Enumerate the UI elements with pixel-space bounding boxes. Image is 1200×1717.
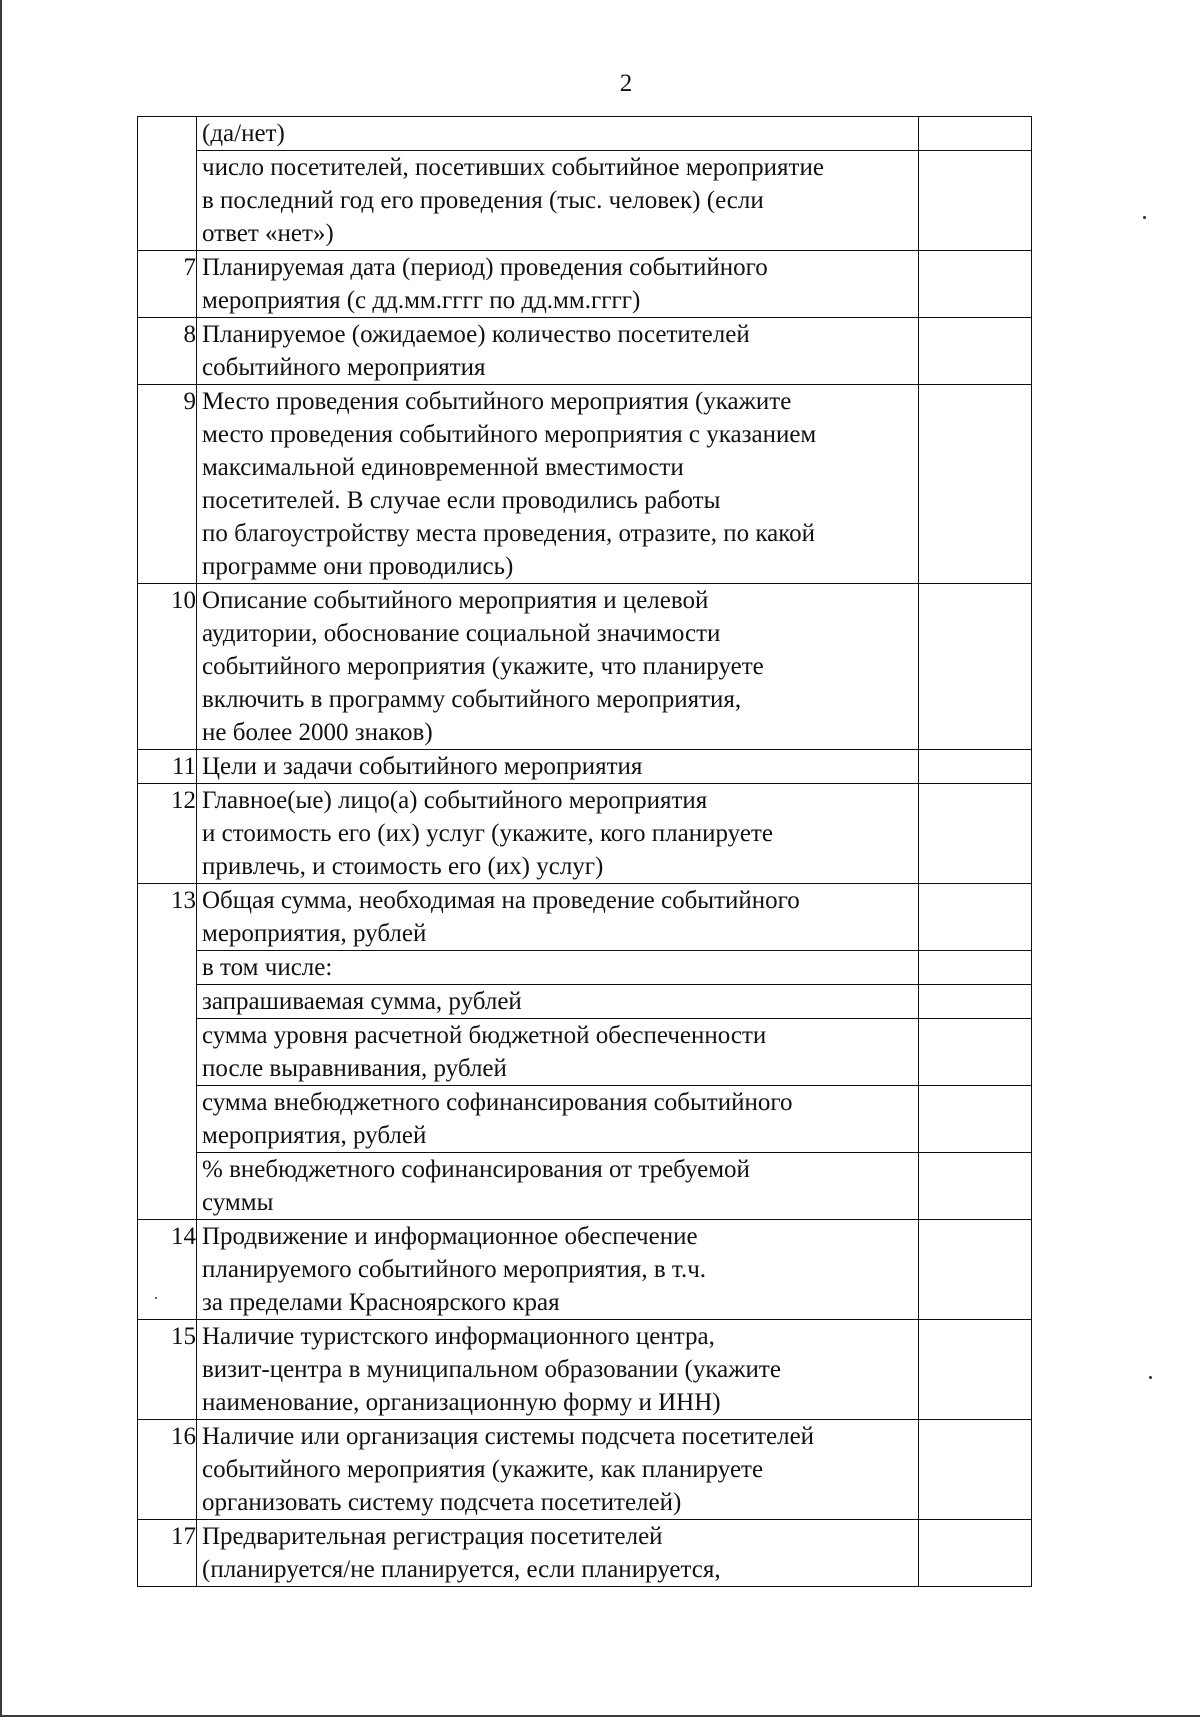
description-line: планируемого событийного мероприятия, в т.ч.: [202, 1256, 707, 1283]
description-line: в последний год его проведения (тыс. человек) (если: [202, 187, 764, 214]
description-line: наименование, организационную форму и ИНН): [202, 1389, 721, 1416]
description-line: по благоустройству места проведения, отразите, по какой: [202, 520, 816, 547]
table-row: [138, 151, 1032, 251]
table-row: [138, 784, 1032, 884]
row-description-cell: [197, 1153, 919, 1220]
table-row: [138, 117, 1032, 151]
description-line: Общая сумма, необходимая на проведение событийного: [202, 887, 800, 914]
row-description-cell: [197, 1320, 919, 1420]
row-answer-cell[interactable]: [919, 117, 1032, 151]
row-description-cell: [197, 251, 919, 318]
description-line: включить в программу событийного мероприятия,: [202, 686, 742, 713]
row-answer-cell[interactable]: [919, 951, 1032, 985]
row-description-cell: [197, 750, 919, 784]
row-number-cell: [138, 117, 197, 251]
row-number-cell: 10: [138, 584, 197, 750]
description-line: суммы: [202, 1189, 274, 1216]
description-line: программе они проводились): [202, 553, 514, 580]
description-line: в том числе:: [202, 954, 333, 981]
description-line: Место проведения событийного мероприятия (укажите: [202, 388, 792, 415]
table-row: [138, 584, 1032, 750]
row-description-cell: [197, 951, 919, 985]
row-answer-cell[interactable]: [919, 385, 1032, 584]
description-line: Наличие или организация системы подсчета посетителей: [202, 1423, 815, 1450]
row-description-cell: [197, 117, 919, 151]
description-line: Предварительная регистрация посетителей: [202, 1523, 663, 1550]
row-number-cell: 12: [138, 784, 197, 884]
table-body: [138, 117, 1032, 1587]
table-row: [138, 951, 1032, 985]
row-answer-cell[interactable]: [919, 1220, 1032, 1320]
description-line: (да/нет): [202, 120, 285, 147]
description-line: Продвижение и информационное обеспечение: [202, 1223, 698, 1250]
row-answer-cell[interactable]: [919, 584, 1032, 750]
row-answer-cell[interactable]: [919, 1153, 1032, 1220]
row-description-cell: [197, 385, 919, 584]
row-description-cell: [197, 151, 919, 251]
row-answer-cell[interactable]: [919, 1019, 1032, 1086]
row-answer-cell[interactable]: [919, 1520, 1032, 1587]
description-line: после выравнивания, рублей: [202, 1055, 507, 1082]
scan-speck: [1143, 216, 1146, 219]
page-number: 2: [619, 70, 633, 97]
scan-edge-left: [0, 0, 2, 1717]
table-row: [138, 985, 1032, 1019]
row-description-cell: [197, 784, 919, 884]
row-description-cell: [197, 1086, 919, 1153]
row-answer-cell[interactable]: [919, 1086, 1032, 1153]
row-number-cell: 11: [138, 750, 197, 784]
description-line: место проведения событийного мероприятия с указанием: [202, 421, 817, 448]
description-line: максимальной единовременной вместимости: [202, 454, 684, 481]
table-row: [138, 884, 1032, 951]
row-answer-cell[interactable]: [919, 1420, 1032, 1520]
row-number-cell: 16: [138, 1420, 197, 1520]
row-description-cell: [197, 1520, 919, 1587]
description-line: визит-центра в муниципальном образовании (укажите: [202, 1356, 781, 1383]
row-answer-cell[interactable]: [919, 318, 1032, 385]
description-line: (планируется/не планируется, если планируется,: [202, 1556, 721, 1583]
row-description-cell: [197, 1220, 919, 1320]
description-line: посетителей. В случае если проводились работы: [202, 487, 721, 514]
row-description-cell: [197, 318, 919, 385]
description-line: мероприятия, рублей: [202, 920, 427, 947]
table-row: [138, 318, 1032, 385]
table-row: [138, 1420, 1032, 1520]
row-number-cell: 14: [138, 1220, 197, 1320]
row-number-cell: 7: [138, 251, 197, 318]
description-line: ответ «нет»): [202, 220, 334, 247]
table-row: [138, 1520, 1032, 1587]
description-line: аудитории, обоснование социальной значимости: [202, 620, 721, 647]
description-line: Планируемая дата (период) проведения событийного: [202, 254, 768, 281]
description-line: запрашиваемая сумма, рублей: [202, 988, 522, 1015]
row-answer-cell[interactable]: [919, 1320, 1032, 1420]
description-line: событийного мероприятия: [202, 354, 486, 381]
row-answer-cell[interactable]: [919, 884, 1032, 951]
description-line: мероприятия, рублей: [202, 1122, 427, 1149]
table-row: [138, 1320, 1032, 1420]
description-line: сумма уровня расчетной бюджетной обеспеченности: [202, 1022, 767, 1049]
description-line: событийного мероприятия (укажите, как планируете: [202, 1456, 764, 1483]
description-line: сумма внебюджетного софинансирования событийного: [202, 1089, 793, 1116]
row-answer-cell[interactable]: [919, 784, 1032, 884]
row-description-cell: [197, 1420, 919, 1520]
row-description-cell: [197, 584, 919, 750]
row-answer-cell[interactable]: [919, 750, 1032, 784]
row-description-cell: [197, 1019, 919, 1086]
scan-speck: [1149, 1376, 1152, 1379]
row-number-cell: 13: [138, 884, 197, 1220]
description-line: за пределами Красноярского края: [202, 1289, 560, 1316]
description-line: мероприятия (с дд.мм.гггг по дд.мм.гггг): [202, 287, 641, 314]
row-answer-cell[interactable]: [919, 251, 1032, 318]
description-line: и стоимость его (их) услуг (укажите, кого планируете: [202, 820, 773, 847]
description-line: Описание событийного мероприятия и целевой: [202, 587, 709, 614]
table-row: [138, 1019, 1032, 1086]
description-line: привлечь, и стоимость его (их) услуг): [202, 853, 604, 880]
description-line: Главное(ые) лицо(а) событийного мероприятия: [202, 787, 708, 814]
table-row: [138, 385, 1032, 584]
description-line: Цели и задачи событийного мероприятия: [202, 753, 643, 780]
row-number-cell: 8: [138, 318, 197, 385]
description-line: Планируемое (ожидаемое) количество посетителей: [202, 321, 750, 348]
table-row: [138, 1086, 1032, 1153]
description-line: Наличие туристского информационного центра,: [202, 1323, 715, 1350]
row-description-cell: [197, 985, 919, 1019]
table-row: [138, 1220, 1032, 1320]
row-answer-cell[interactable]: [919, 985, 1032, 1019]
application-form-table: [137, 116, 1032, 1587]
table-row: [138, 251, 1032, 318]
row-description-cell: [197, 884, 919, 951]
row-number-cell: 9: [138, 385, 197, 584]
description-line: число посетителей, посетивших событийное мероприятие: [202, 154, 824, 181]
row-answer-cell[interactable]: [919, 151, 1032, 251]
row-number-cell: 15: [138, 1320, 197, 1420]
description-line: % внебюджетного софинансирования от требуемой: [202, 1156, 750, 1183]
table-row: [138, 1153, 1032, 1220]
description-line: организовать систему подсчета посетителей): [202, 1489, 682, 1516]
row-number-cell: 17: [138, 1520, 197, 1587]
table-row: [138, 750, 1032, 784]
description-line: событийного мероприятия (укажите, что планируете: [202, 653, 764, 680]
description-line: не более 2000 знаков): [202, 719, 433, 746]
